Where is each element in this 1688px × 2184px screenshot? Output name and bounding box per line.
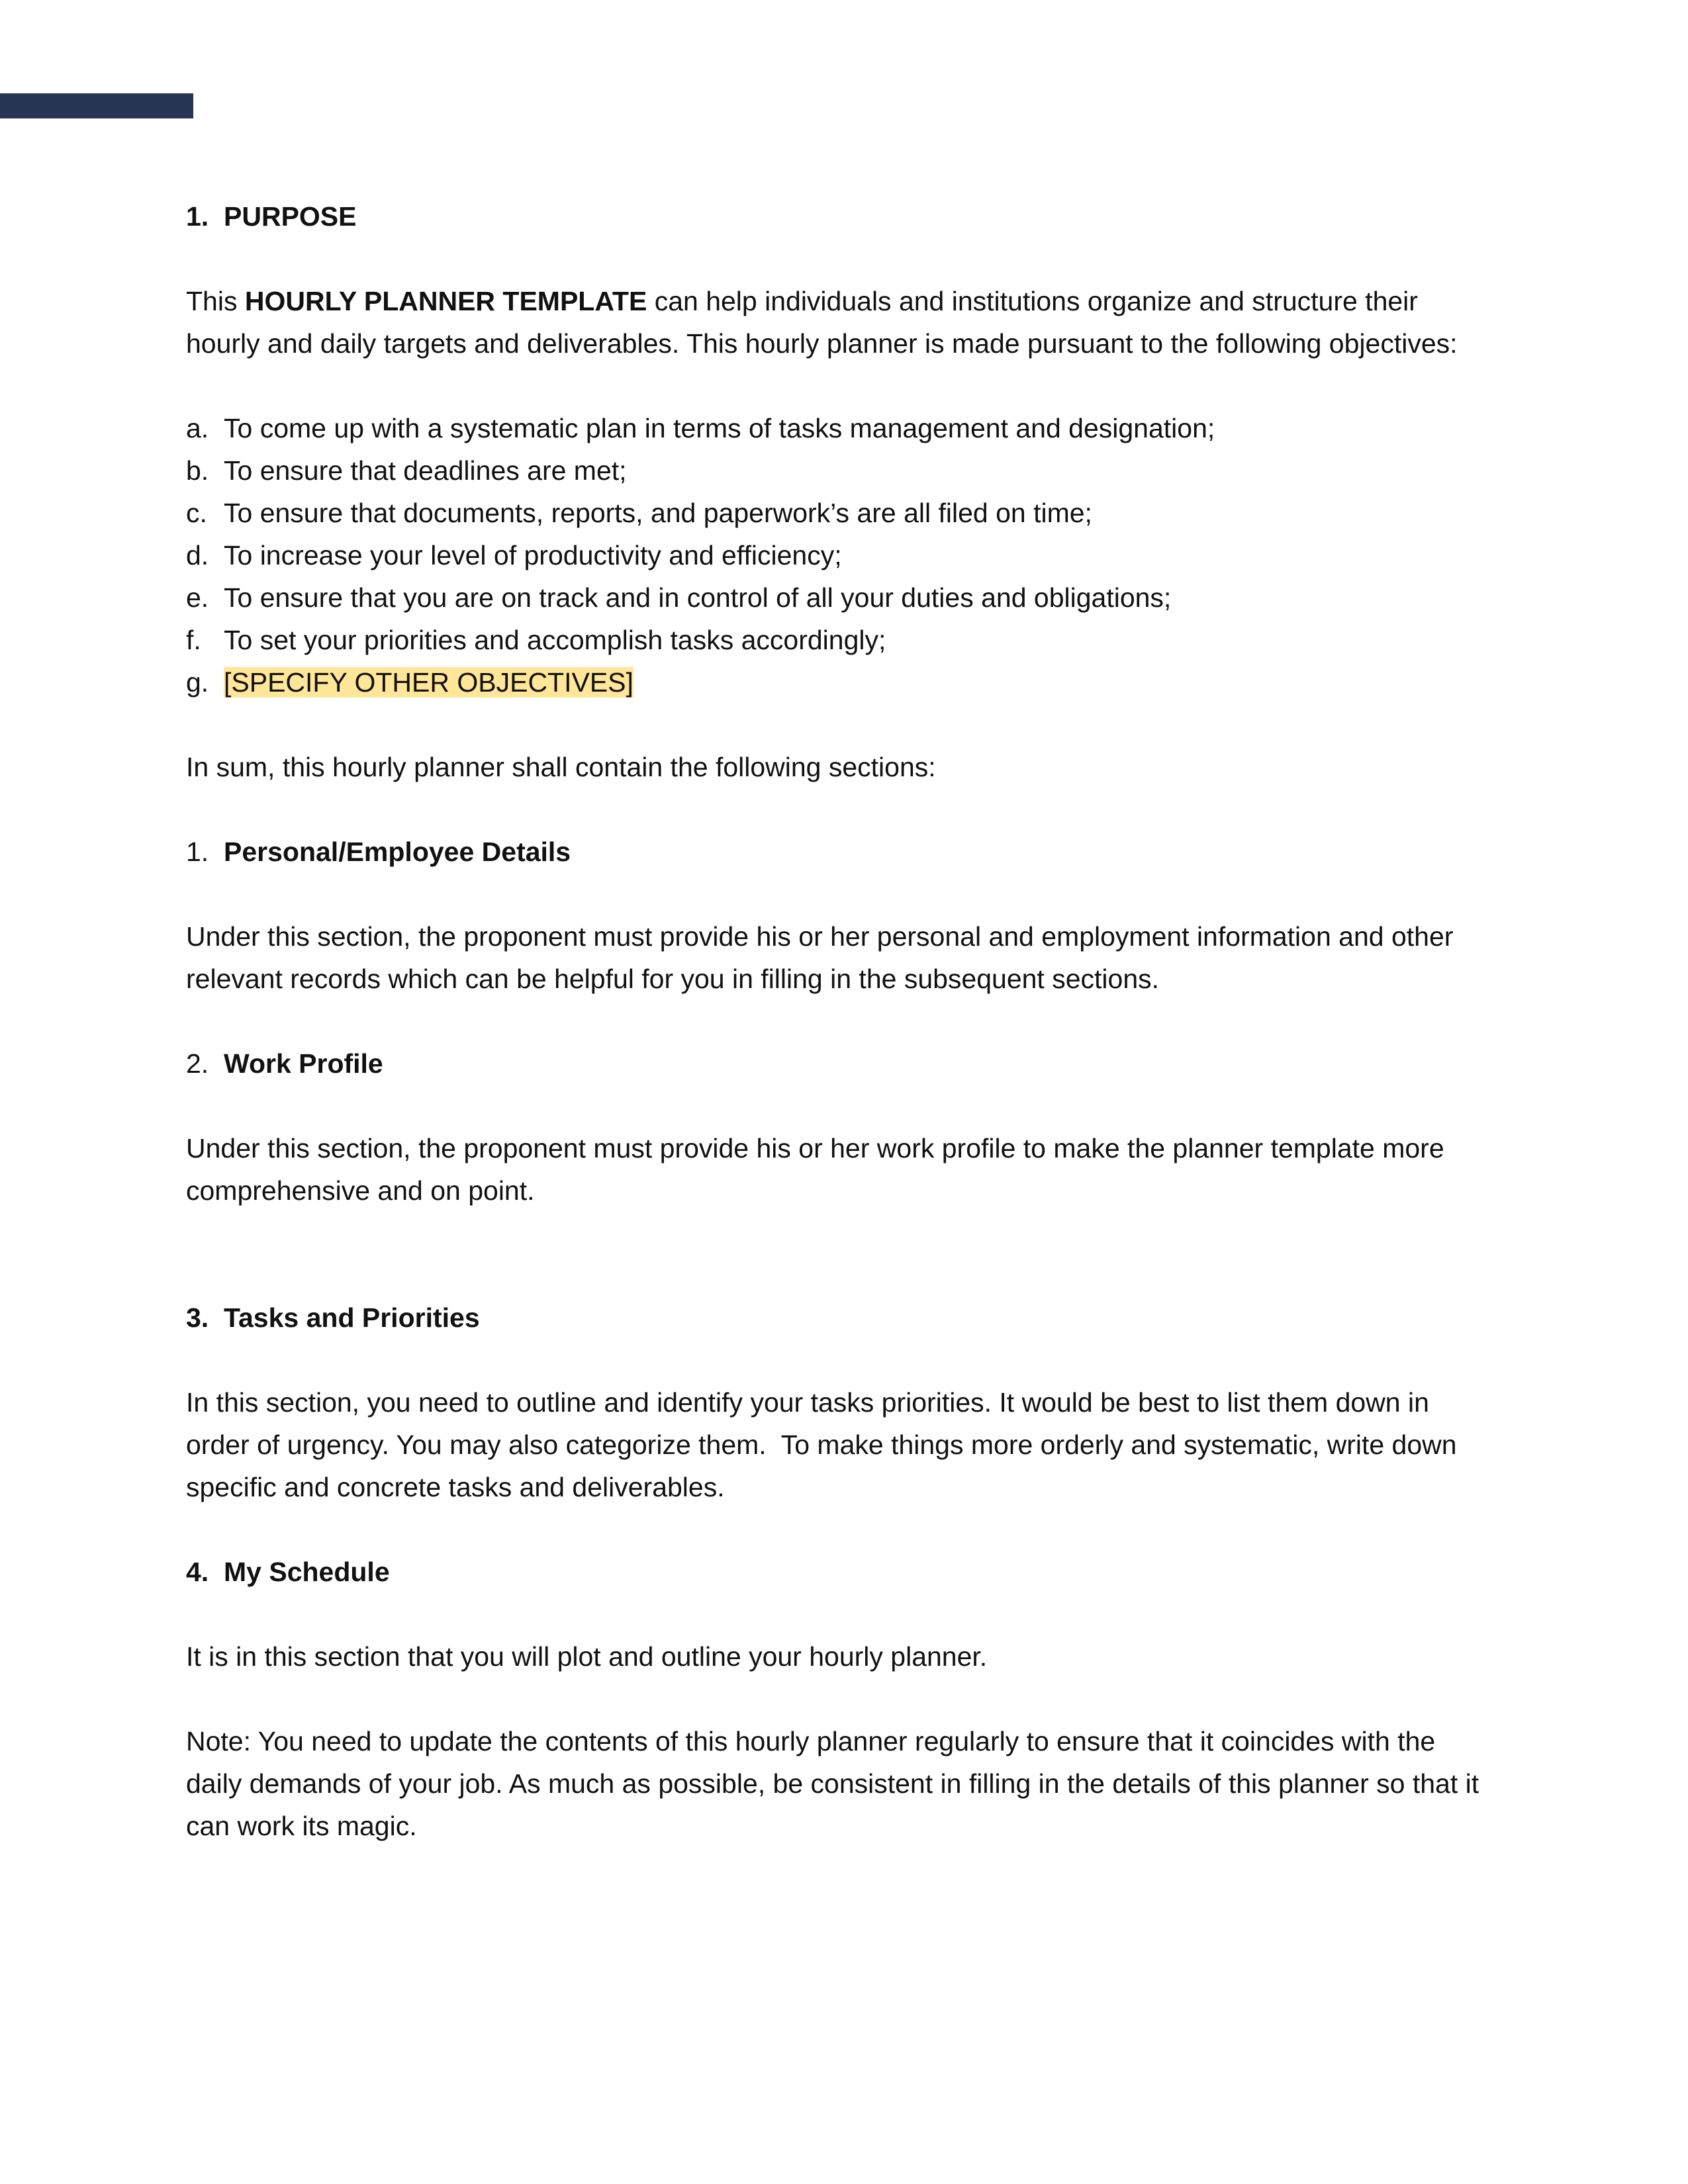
- subsection-heading-personal: [186, 831, 1497, 873]
- placeholder-highlight[interactable]: [SPECIFY OTHER OBJECTIVES]: [224, 667, 633, 698]
- subsection-number: 4.: [186, 1557, 209, 1587]
- list-item: [186, 534, 1497, 576]
- subsection-body-tasks: In this section, you need to outline and identify your tasks priorities. It would be best to list them down in order of urgency. You may also categorize them. To make things more orderly and systematic, write down specific and concrete tasks and deliverables.: [186, 1387, 1464, 1502]
- objectives-list: [186, 407, 1497, 704]
- list-item: [186, 661, 1497, 704]
- list-marker: e.: [186, 582, 209, 613]
- subsection-body-personal: Under this section, the proponent must provide his or her personal and employment information and other relevant records which can be helpful for you in filling in the subsequent sections.: [186, 921, 1454, 994]
- section-heading-purpose: [186, 195, 1497, 238]
- subsection-number: 1.: [186, 837, 209, 867]
- list-text: To increase your level of productivity and efficiency;: [224, 540, 842, 570]
- list-item: [186, 492, 1497, 534]
- list-item: [186, 619, 1497, 661]
- subsection-heading-tasks: [186, 1297, 1497, 1339]
- section-title: PURPOSE: [224, 201, 357, 232]
- subsection-heading-work-profile: [186, 1042, 1497, 1085]
- list-marker: a.: [186, 413, 209, 443]
- intro-prefix: This: [186, 286, 245, 316]
- subsection-title: Tasks and Priorities: [224, 1302, 480, 1333]
- document-body: [186, 195, 1497, 1847]
- subsection-title: Work Profile: [224, 1048, 383, 1079]
- subsection-title: Personal/Employee Details: [224, 837, 571, 867]
- list-text: To come up with a systematic plan in terms of tasks management and designation;: [224, 413, 1215, 443]
- list-marker: g.: [186, 667, 209, 698]
- list-text: To ensure that you are on track and in control of all your duties and obligations;: [224, 582, 1172, 613]
- note-paragraph: Note: You need to update the contents of this hourly planner regularly to ensure that it coincides with the daily demands of your job. As much as possible, be consistent in filling in the details of this planner so that it can work its magic.: [186, 1726, 1479, 1841]
- intro-suffix: can help individuals and institutions organize and structure their hourly and daily targets and deliverables. This hourly planner is made pursuant to the following objectives:: [186, 286, 1458, 359]
- list-text: To set your priorities and accomplish tasks accordingly;: [224, 625, 886, 655]
- list-marker: c.: [186, 498, 207, 528]
- intro-paragraph: [186, 280, 1497, 365]
- list-marker: f.: [186, 625, 201, 655]
- list-text: To ensure that documents, reports, and paperwork’s are all filed on time;: [224, 498, 1092, 528]
- sum-paragraph: In sum, this hourly planner shall contain the following sections:: [186, 752, 936, 782]
- list-item: [186, 576, 1497, 619]
- section-number: 1.: [186, 201, 209, 232]
- subsection-title: My Schedule: [224, 1557, 390, 1587]
- header-accent-bar: [0, 93, 193, 118]
- subsection-body-work-profile: Under this section, the proponent must provide his or her work profile to make the planner template more comprehensive and on point.: [186, 1133, 1444, 1206]
- list-marker: b.: [186, 455, 209, 486]
- list-item: [186, 407, 1497, 449]
- list-item: [186, 449, 1497, 492]
- subsection-number: 3.: [186, 1302, 209, 1333]
- list-text: To ensure that deadlines are met;: [224, 455, 627, 486]
- subsection-heading-schedule: [186, 1551, 1497, 1593]
- intro-bold-title: HOURLY PLANNER TEMPLATE: [244, 286, 647, 316]
- subsection-number: 2.: [186, 1048, 209, 1079]
- list-marker: d.: [186, 540, 209, 570]
- subsection-body-schedule: It is in this section that you will plot and outline your hourly planner.: [186, 1641, 988, 1672]
